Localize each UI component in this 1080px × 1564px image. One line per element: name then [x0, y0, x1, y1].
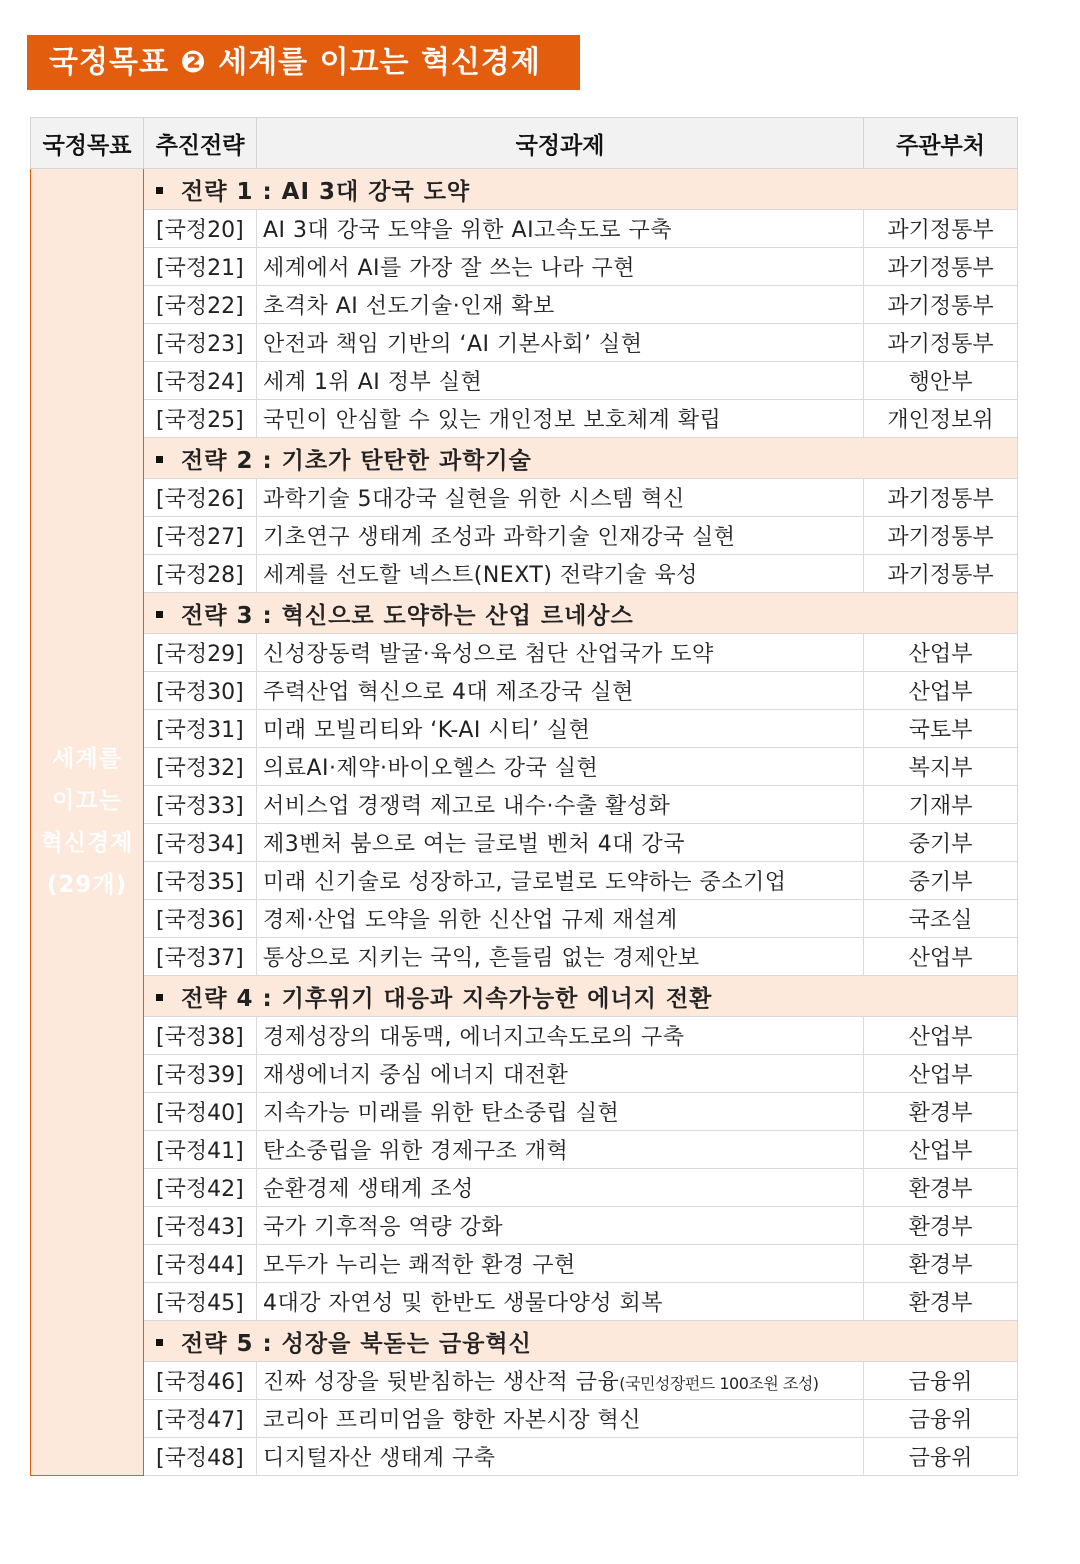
- header-strategy: 추진전략: [144, 118, 257, 169]
- table-row: [31, 1283, 1018, 1321]
- goal-cell: [31, 169, 144, 1476]
- task-title: 안전과 책임 기반의 ‘AI 기본사회’ 실현: [263, 332, 643, 357]
- task-title: 재생에너지 중심 에너지 대전환: [263, 1063, 569, 1088]
- table-row: [31, 1400, 1018, 1438]
- task-dept: 환경부: [864, 1207, 1018, 1245]
- task-title-cell: [257, 1362, 864, 1400]
- table-row: [31, 786, 1018, 824]
- table-row: [31, 1169, 1018, 1207]
- task-title-cell: [257, 786, 864, 824]
- task-dept: 행안부: [864, 362, 1018, 400]
- task-code: [국정41]: [144, 1131, 257, 1169]
- task-dept: 과기정통부: [864, 555, 1018, 593]
- task-title: 세계에서 AI를 가장 잘 쓰는 나라 구현: [263, 256, 636, 281]
- strategy-label: 전략 2 : 기초가 탄탄한 과학기술: [181, 447, 532, 474]
- task-title: 미래 모빌리티와 ‘K-AI 시티’ 실현: [263, 718, 591, 743]
- table-row: [31, 286, 1018, 324]
- strategy-row: [31, 976, 1018, 1017]
- task-title-cell: [257, 824, 864, 862]
- table-row: [31, 900, 1018, 938]
- task-title: 경제성장의 대동맥, 에너지고속도로의 구축: [263, 1025, 685, 1050]
- task-title: 의료AI·제약·바이오헬스 강국 실현: [263, 756, 599, 781]
- table-row: [31, 862, 1018, 900]
- task-dept: 산업부: [864, 1131, 1018, 1169]
- task-dept: 금융위: [864, 1362, 1018, 1400]
- task-dept: 환경부: [864, 1093, 1018, 1131]
- task-code: [국정30]: [144, 672, 257, 710]
- task-code: [국정38]: [144, 1017, 257, 1055]
- task-title: 신성장동력 발굴·육성으로 첨단 산업국가 도약: [263, 642, 714, 667]
- task-dept: 과기정통부: [864, 248, 1018, 286]
- task-dept: 과기정통부: [864, 479, 1018, 517]
- task-title-cell: [257, 517, 864, 555]
- task-title-cell: [257, 1400, 864, 1438]
- strategy-row: [31, 169, 1018, 210]
- task-code: [국정44]: [144, 1245, 257, 1283]
- task-dept: 과기정통부: [864, 210, 1018, 248]
- task-dept: 환경부: [864, 1245, 1018, 1283]
- table-row: [31, 555, 1018, 593]
- task-title: 초격차 AI 선도기술·인재 확보: [263, 294, 555, 319]
- strategy-row: [31, 1321, 1018, 1362]
- task-code: [국정48]: [144, 1438, 257, 1476]
- task-title-cell: [257, 555, 864, 593]
- task-title-cell: [257, 672, 864, 710]
- task-title: 코리아 프리미엄을 향한 자본시장 혁신: [263, 1408, 642, 1433]
- task-title-cell: [257, 938, 864, 976]
- strategy-label: 전략 5 : 성장을 북돋는 금융혁신: [181, 1330, 532, 1357]
- task-title-cell: [257, 286, 864, 324]
- task-code: [국정20]: [144, 210, 257, 248]
- task-code: [국정21]: [144, 248, 257, 286]
- task-dept: 중기부: [864, 824, 1018, 862]
- strategy-cell: [144, 593, 1018, 634]
- task-title-cell: [257, 1283, 864, 1321]
- task-title-cell: [257, 900, 864, 938]
- task-title: 진짜 성장을 뒷받침하는 생산적 금융: [263, 1370, 620, 1395]
- task-code: [국정29]: [144, 634, 257, 672]
- header-task: 국정과제: [257, 118, 864, 169]
- task-title-cell: [257, 1438, 864, 1476]
- table-row: [31, 517, 1018, 555]
- table-row: [31, 748, 1018, 786]
- table-row: [31, 824, 1018, 862]
- task-title: 서비스업 경쟁력 제고로 내수·수출 활성화: [263, 794, 671, 819]
- header-dept: 주관부처: [864, 118, 1018, 169]
- task-title-cell: [257, 210, 864, 248]
- task-dept: 산업부: [864, 1017, 1018, 1055]
- square-bullet-icon: [156, 994, 163, 1001]
- strategy-cell: [144, 976, 1018, 1017]
- task-code: [국정23]: [144, 324, 257, 362]
- table-row: [31, 1017, 1018, 1055]
- table-row: [31, 1055, 1018, 1093]
- strategy-cell: [144, 169, 1018, 210]
- task-title-cell: [257, 248, 864, 286]
- task-title-cell: [257, 1169, 864, 1207]
- task-title-cell: [257, 1207, 864, 1245]
- task-note: (국민성장펀드 100조원 조성): [619, 1374, 819, 1393]
- task-dept: 산업부: [864, 1055, 1018, 1093]
- task-dept: 산업부: [864, 938, 1018, 976]
- task-dept: 산업부: [864, 672, 1018, 710]
- square-bullet-icon: [156, 456, 163, 463]
- strategy-label: 전략 3 : 혁신으로 도약하는 산업 르네상스: [181, 602, 634, 629]
- task-title: 세계를 선도할 넥스트(NEXT) 전략기술 육성: [263, 563, 698, 588]
- table-row: [31, 710, 1018, 748]
- strategy-cell: [144, 1321, 1018, 1362]
- task-title-cell: [257, 748, 864, 786]
- task-code: [국정45]: [144, 1283, 257, 1321]
- goal-text-line1: 세계를: [52, 746, 122, 772]
- table-body: [31, 169, 1018, 1476]
- square-bullet-icon: [156, 1339, 163, 1346]
- task-title-cell: [257, 479, 864, 517]
- task-code: [국정32]: [144, 748, 257, 786]
- task-title: 모두가 누리는 쾌적한 환경 구현: [263, 1253, 576, 1278]
- goal-text-line4: (29개): [46, 872, 128, 898]
- table-row: [31, 400, 1018, 438]
- strategy-label: 전략 4 : 기후위기 대응과 지속가능한 에너지 전환: [181, 985, 713, 1012]
- task-dept: 환경부: [864, 1169, 1018, 1207]
- task-title-cell: [257, 1245, 864, 1283]
- table-row: [31, 938, 1018, 976]
- task-title-cell: [257, 362, 864, 400]
- table-row: [31, 1131, 1018, 1169]
- task-code: [국정22]: [144, 286, 257, 324]
- strategy-row: [31, 593, 1018, 634]
- task-title: 4대강 자연성 및 한반도 생물다양성 회복: [263, 1291, 663, 1316]
- table-row: [31, 672, 1018, 710]
- strategy-cell: [144, 438, 1018, 479]
- task-code: [국정36]: [144, 900, 257, 938]
- task-code: [국정40]: [144, 1093, 257, 1131]
- task-code: [국정27]: [144, 517, 257, 555]
- task-title-cell: [257, 634, 864, 672]
- task-dept: 금융위: [864, 1438, 1018, 1476]
- table-header-row: [31, 118, 1018, 169]
- strategy-row: [31, 438, 1018, 479]
- task-code: [국정43]: [144, 1207, 257, 1245]
- task-dept: 과기정통부: [864, 517, 1018, 555]
- task-code: [국정47]: [144, 1400, 257, 1438]
- task-code: [국정28]: [144, 555, 257, 593]
- task-code: [국정35]: [144, 862, 257, 900]
- task-title: 미래 신기술로 성장하고, 글로벌로 도약하는 중소기업: [263, 870, 787, 895]
- strategy-label: 전략 1 : AI 3대 강국 도약: [181, 178, 471, 205]
- table-row: [31, 634, 1018, 672]
- table-row: [31, 248, 1018, 286]
- header-goal: 국정목표: [31, 118, 144, 169]
- task-title-cell: [257, 1131, 864, 1169]
- square-bullet-icon: [156, 187, 163, 194]
- table-row: [31, 210, 1018, 248]
- goal-text-line2: 이끄는: [52, 788, 122, 814]
- task-code: [국정25]: [144, 400, 257, 438]
- task-title: AI 3대 강국 도약을 위한 AI고속도로 구축: [263, 218, 673, 243]
- task-code: [국정24]: [144, 362, 257, 400]
- table-row: [31, 1362, 1018, 1400]
- task-title-cell: [257, 1017, 864, 1055]
- task-title: 기초연구 생태계 조성과 과학기술 인재강국 실현: [263, 525, 736, 550]
- goal-text-line3: 혁신경제: [40, 830, 134, 856]
- table-row: [31, 1245, 1018, 1283]
- task-code: [국정31]: [144, 710, 257, 748]
- task-code: [국정39]: [144, 1055, 257, 1093]
- table-row: [31, 1207, 1018, 1245]
- task-code: [국정33]: [144, 786, 257, 824]
- task-code: [국정26]: [144, 479, 257, 517]
- task-dept: 개인정보위: [864, 400, 1018, 438]
- table-row: [31, 1438, 1018, 1476]
- task-dept: 산업부: [864, 634, 1018, 672]
- task-title: 순환경제 생태계 조성: [263, 1177, 474, 1202]
- task-title: 국가 기후적응 역량 강화: [263, 1215, 504, 1240]
- task-dept: 기재부: [864, 786, 1018, 824]
- table-row: [31, 1093, 1018, 1131]
- task-code: [국정34]: [144, 824, 257, 862]
- task-title: 주력산업 혁신으로 4대 제조강국 실현: [263, 680, 634, 705]
- task-dept: 금융위: [864, 1400, 1018, 1438]
- task-dept: 중기부: [864, 862, 1018, 900]
- task-dept: 환경부: [864, 1283, 1018, 1321]
- task-title-cell: [257, 862, 864, 900]
- task-title: 과학기술 5대강국 실현을 위한 시스템 혁신: [263, 487, 685, 512]
- task-title: 탄소중립을 위한 경제구조 개혁: [263, 1139, 569, 1164]
- task-title: 통상으로 지키는 국익, 흔들림 없는 경제안보: [263, 946, 700, 971]
- table-row: [31, 362, 1018, 400]
- task-dept: 복지부: [864, 748, 1018, 786]
- task-code: [국정37]: [144, 938, 257, 976]
- goal-banner: 국정목표 ❷ 세계를 이끄는 혁신경제: [27, 35, 580, 90]
- policy-table: [30, 117, 1018, 1476]
- square-bullet-icon: [156, 611, 163, 618]
- task-dept: 국조실: [864, 900, 1018, 938]
- task-title-cell: [257, 324, 864, 362]
- task-code: [국정46]: [144, 1362, 257, 1400]
- task-title: 디지털자산 생태계 구축: [263, 1446, 496, 1471]
- task-title-cell: [257, 1093, 864, 1131]
- table-row: [31, 479, 1018, 517]
- task-dept: 과기정통부: [864, 324, 1018, 362]
- task-title: 세계 1위 AI 정부 실현: [263, 370, 483, 395]
- task-title-cell: [257, 1055, 864, 1093]
- task-dept: 국토부: [864, 710, 1018, 748]
- task-title: 국민이 안심할 수 있는 개인정보 보호체계 확립: [263, 408, 722, 433]
- task-dept: 과기정통부: [864, 286, 1018, 324]
- task-title: 경제·산업 도약을 위한 신산업 규제 재설계: [263, 908, 678, 933]
- task-title: 제3벤처 붐으로 여는 글로벌 벤처 4대 강국: [263, 832, 685, 857]
- task-title: 지속가능 미래를 위한 탄소중립 실현: [263, 1101, 620, 1126]
- task-title-cell: [257, 710, 864, 748]
- task-title-cell: [257, 400, 864, 438]
- table-row: [31, 324, 1018, 362]
- task-code: [국정42]: [144, 1169, 257, 1207]
